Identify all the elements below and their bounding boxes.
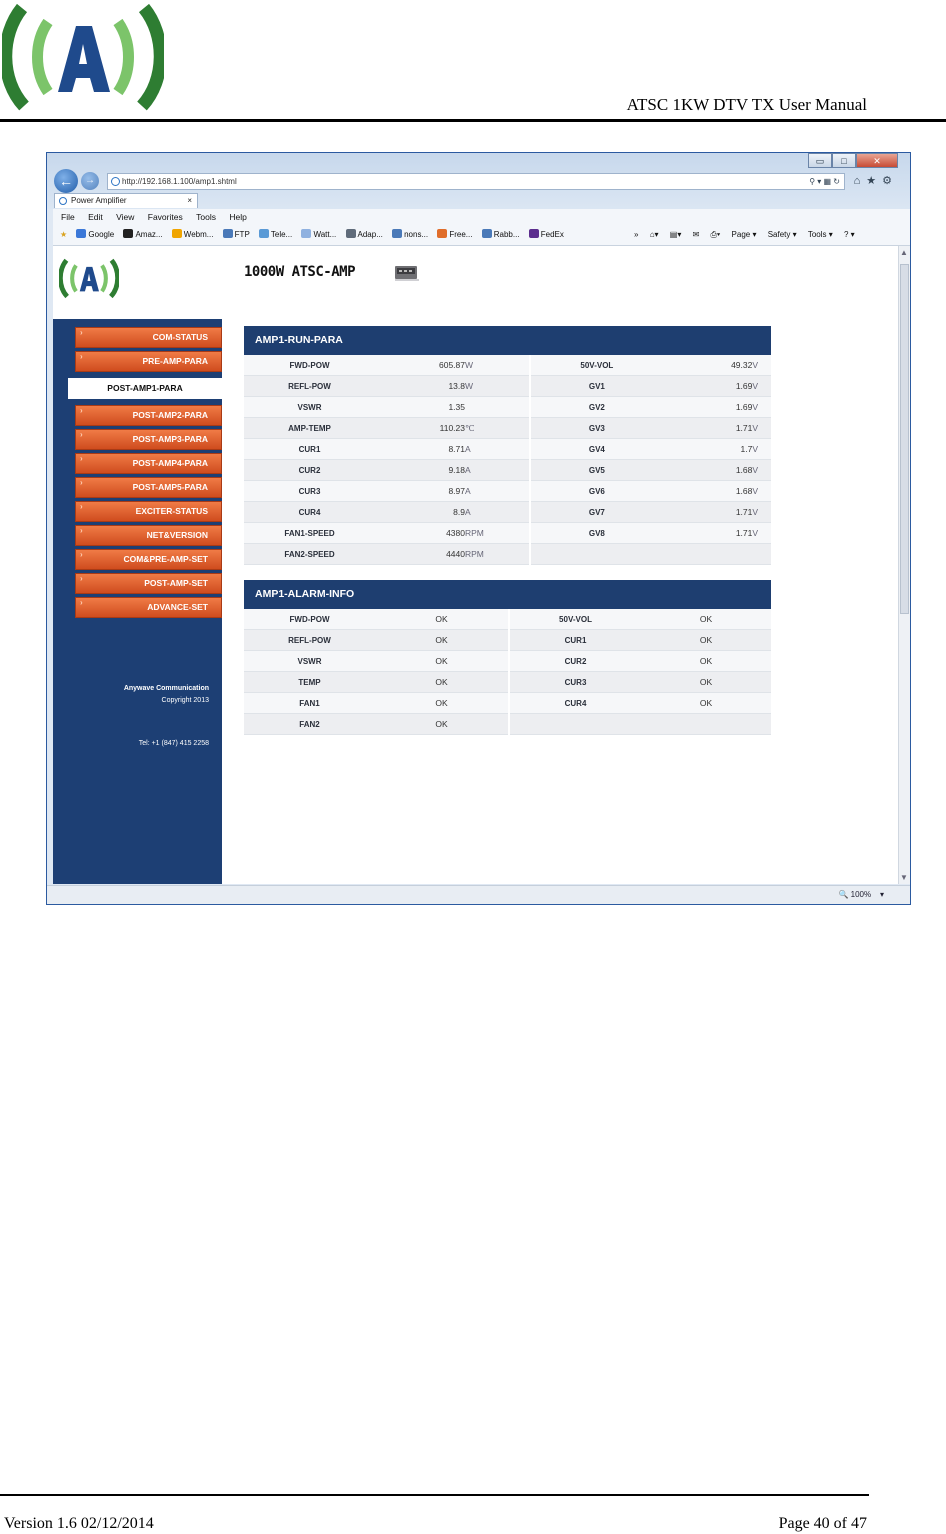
command-bar bbox=[625, 225, 855, 245]
print-icon[interactable]: ⎙▾ bbox=[710, 230, 721, 239]
alarm-status: OK bbox=[641, 609, 771, 630]
param-value: 8.71 bbox=[375, 439, 465, 460]
url-text: http://192.168.1.100/amp1.shtml bbox=[122, 177, 237, 186]
amp1-run-para-table bbox=[244, 326, 771, 565]
mail-icon[interactable]: ✉ bbox=[692, 230, 700, 239]
table-row bbox=[244, 502, 771, 523]
param-unit: W bbox=[465, 355, 530, 376]
param-unit bbox=[465, 397, 530, 418]
param-unit: V bbox=[752, 439, 771, 460]
alarm-status: OK bbox=[375, 693, 509, 714]
table-row bbox=[244, 418, 771, 439]
search-icon[interactable]: ⚲ ▾ ▦ ↻ bbox=[809, 177, 840, 186]
alarm-status: OK bbox=[641, 672, 771, 693]
browser-screenshot bbox=[46, 152, 911, 905]
table-row bbox=[244, 609, 771, 630]
param-value: 4380 bbox=[375, 523, 465, 544]
param-label: GV8 bbox=[530, 523, 662, 544]
param-unit: A bbox=[465, 502, 530, 523]
param-unit: W bbox=[465, 376, 530, 397]
copyright: Copyright 2013 bbox=[161, 697, 209, 704]
table-row bbox=[244, 439, 771, 460]
param-value: 1.68 bbox=[662, 460, 752, 481]
vertical-scrollbar[interactable] bbox=[898, 246, 910, 884]
alarm-label: FAN2 bbox=[244, 714, 375, 735]
param-unit: A bbox=[465, 481, 530, 502]
table-row bbox=[244, 630, 771, 651]
alarm-status: OK bbox=[375, 630, 509, 651]
param-label: GV1 bbox=[530, 376, 662, 397]
alarm-status: OK bbox=[375, 714, 509, 735]
param-value: 110.23 bbox=[375, 418, 465, 439]
company-name: Anywave Communication bbox=[123, 685, 209, 692]
alarm-label: VSWR bbox=[244, 651, 375, 672]
minimize-button[interactable]: ▭ bbox=[808, 153, 832, 168]
param-value: 605.87 bbox=[375, 355, 465, 376]
param-unit: A bbox=[465, 460, 530, 481]
feeds-icon[interactable]: ▤▾ bbox=[669, 230, 682, 239]
help-menu[interactable]: ? ▾ bbox=[844, 230, 855, 239]
param-unit: V bbox=[752, 376, 771, 397]
favorites-more-icon[interactable]: » bbox=[634, 230, 639, 239]
anywave-logo-small bbox=[59, 256, 119, 300]
param-label: 50V-VOL bbox=[530, 355, 662, 376]
tab-title: Power Amplifier bbox=[71, 196, 127, 205]
param-label: CUR1 bbox=[244, 439, 375, 460]
param-unit: RPM bbox=[465, 544, 530, 565]
alarm-label bbox=[509, 714, 641, 735]
param-label: GV5 bbox=[530, 460, 662, 481]
table-row bbox=[244, 523, 771, 544]
menu-edit[interactable]: Edit bbox=[88, 212, 103, 222]
menu-bar bbox=[53, 209, 910, 225]
nav-pre-amp-para[interactable]: › PRE-AMP-PARA bbox=[75, 351, 222, 372]
nav-com-status[interactable]: › COM-STATUS bbox=[75, 327, 222, 348]
alarm-label: FAN1 bbox=[244, 693, 375, 714]
company-info bbox=[124, 683, 209, 707]
nav-post-amp2-para[interactable]: › POST-AMP2-PARA bbox=[75, 405, 222, 426]
param-unit: V bbox=[752, 481, 771, 502]
param-value: 8.97 bbox=[375, 481, 465, 502]
fav-rabb[interactable]: Rabb... bbox=[482, 230, 520, 239]
menu-file[interactable]: File bbox=[61, 212, 75, 222]
param-value: 49.32 bbox=[662, 355, 752, 376]
menu-favorites[interactable]: Favorites bbox=[147, 212, 183, 222]
table-row bbox=[244, 714, 771, 735]
alarm-label: REFL-POW bbox=[244, 630, 375, 651]
alarm-label: CUR2 bbox=[509, 651, 641, 672]
alarm-label: CUR1 bbox=[509, 630, 641, 651]
home-star-gear-icons[interactable]: ⌂★⚙ bbox=[853, 175, 898, 187]
alarm-label: FWD-POW bbox=[244, 609, 375, 630]
table-row bbox=[244, 651, 771, 672]
param-unit: V bbox=[752, 460, 771, 481]
nav-post-amp4-para[interactable]: › POST-AMP4-PARA bbox=[75, 453, 222, 474]
param-value: 1.71 bbox=[662, 502, 752, 523]
table-row bbox=[244, 460, 771, 481]
fav-adap[interactable]: Adap... bbox=[346, 230, 383, 239]
param-unit bbox=[752, 544, 771, 565]
param-label: GV6 bbox=[530, 481, 662, 502]
favorites-star-icon[interactable]: ★ bbox=[60, 230, 68, 239]
nav-exciter-status[interactable]: › EXCITER-STATUS bbox=[75, 501, 222, 522]
footer-rule bbox=[0, 1494, 869, 1496]
manual-title: ATSC 1KW DTV TX User Manual bbox=[626, 95, 867, 114]
param-value: 1.7 bbox=[662, 439, 752, 460]
zoom-dropdown-icon[interactable]: ▾ bbox=[879, 890, 884, 899]
param-value: 1.71 bbox=[662, 418, 752, 439]
param-unit: V bbox=[752, 355, 771, 376]
param-label: REFL-POW bbox=[244, 376, 375, 397]
back-arrow-icon[interactable]: ← bbox=[54, 169, 78, 193]
param-unit: ℃ bbox=[465, 418, 530, 439]
param-label: GV7 bbox=[530, 502, 662, 523]
table-row bbox=[244, 397, 771, 418]
fav-tele[interactable]: Tele... bbox=[259, 230, 292, 239]
menu-tools[interactable]: Tools bbox=[196, 212, 216, 222]
param-unit: A bbox=[465, 439, 530, 460]
fav-amazon[interactable]: Amaz... bbox=[123, 230, 162, 239]
param-label: FWD-POW bbox=[244, 355, 375, 376]
table-row bbox=[244, 355, 771, 376]
run-para-title: AMP1-RUN-PARA bbox=[244, 326, 771, 355]
safety-menu[interactable]: Safety ▾ bbox=[767, 230, 797, 239]
menu-view[interactable]: View bbox=[116, 212, 135, 222]
fav-google[interactable]: Google bbox=[76, 230, 114, 239]
page-menu[interactable]: Page ▾ bbox=[731, 230, 757, 239]
fav-webmail[interactable]: Webm... bbox=[172, 230, 214, 239]
zoom-level: 100% bbox=[850, 890, 872, 899]
footer-page-number: Page 40 of 47 bbox=[778, 1515, 867, 1532]
fav-watt[interactable]: Watt... bbox=[301, 230, 336, 239]
fav-ftp[interactable]: FTP bbox=[223, 230, 250, 239]
fav-free[interactable]: Free... bbox=[437, 230, 472, 239]
alarm-status bbox=[641, 714, 771, 735]
param-label: CUR4 bbox=[244, 502, 375, 523]
ie-page-icon bbox=[111, 177, 120, 186]
page-heading: 1000W ATSC-AMP bbox=[244, 264, 356, 280]
alarm-label: CUR4 bbox=[509, 693, 641, 714]
fav-fedex[interactable]: FedEx bbox=[529, 230, 564, 239]
nav-net-version[interactable]: › NET&VERSION bbox=[75, 525, 222, 546]
alarm-label: 50V-VOL bbox=[509, 609, 641, 630]
alarm-label: TEMP bbox=[244, 672, 375, 693]
alarm-status: OK bbox=[641, 693, 771, 714]
fav-nons[interactable]: nons... bbox=[392, 230, 428, 239]
table-row bbox=[244, 672, 771, 693]
table-row bbox=[244, 693, 771, 714]
menu-help[interactable]: Help bbox=[229, 212, 247, 222]
param-label: FAN1-SPEED bbox=[244, 523, 375, 544]
param-value: 9.18 bbox=[375, 460, 465, 481]
nav-post-amp1-para[interactable]: POST-AMP1-PARA bbox=[68, 378, 222, 399]
close-window-button[interactable]: ✕ bbox=[856, 153, 898, 168]
nav-post-amp5-para[interactable]: › POST-AMP5-PARA bbox=[75, 477, 222, 498]
param-label: GV3 bbox=[530, 418, 662, 439]
forward-arrow-icon[interactable]: → bbox=[81, 172, 99, 190]
address-bar[interactable] bbox=[107, 173, 845, 190]
scroll-up-icon[interactable]: ▲ bbox=[900, 248, 908, 257]
home-icon[interactable]: ⌂▾ bbox=[649, 230, 659, 239]
sidebar bbox=[53, 246, 222, 884]
alarm-status: OK bbox=[375, 651, 509, 672]
alarm-info-title: AMP1-ALARM-INFO bbox=[244, 580, 771, 609]
param-value: 1.69 bbox=[662, 376, 752, 397]
status-bar bbox=[47, 885, 910, 905]
nav-post-amp3-para[interactable]: › POST-AMP3-PARA bbox=[75, 429, 222, 450]
alarm-label: CUR3 bbox=[509, 672, 641, 693]
footer-version: Version 1.6 02/12/2014 bbox=[4, 1515, 154, 1532]
param-label: GV2 bbox=[530, 397, 662, 418]
param-unit: V bbox=[752, 397, 771, 418]
table-row bbox=[244, 376, 771, 397]
param-label: CUR3 bbox=[244, 481, 375, 502]
header-rule bbox=[0, 119, 946, 122]
alarm-status: OK bbox=[375, 609, 509, 630]
param-value bbox=[662, 544, 752, 565]
scroll-down-icon[interactable]: ▼ bbox=[900, 873, 908, 882]
param-value: 1.69 bbox=[662, 397, 752, 418]
param-label: VSWR bbox=[244, 397, 375, 418]
param-value: 1.71 bbox=[662, 523, 752, 544]
page-content bbox=[53, 246, 898, 884]
tab-close-icon[interactable]: × bbox=[187, 196, 192, 205]
param-unit: V bbox=[752, 523, 771, 544]
zoom-control[interactable]: 🔍 100% ▾ bbox=[838, 890, 884, 899]
tab-power-amplifier[interactable] bbox=[54, 193, 198, 208]
param-label: FAN2-SPEED bbox=[244, 544, 375, 565]
param-value: 1.68 bbox=[662, 481, 752, 502]
param-label: AMP-TEMP bbox=[244, 418, 375, 439]
alarm-status: OK bbox=[641, 630, 771, 651]
scroll-thumb[interactable] bbox=[900, 264, 909, 614]
param-value: 8.9 bbox=[375, 502, 465, 523]
param-value: 1.35 bbox=[375, 397, 465, 418]
param-unit: V bbox=[752, 502, 771, 523]
window-controls bbox=[808, 153, 898, 171]
ie-tab-icon bbox=[59, 197, 67, 205]
param-label: CUR2 bbox=[244, 460, 375, 481]
maximize-button[interactable]: □ bbox=[832, 153, 856, 168]
sidebar-logo-area bbox=[53, 246, 222, 319]
table-row bbox=[244, 481, 771, 502]
nav-com-pre-amp-set[interactable]: › COM&PRE-AMP-SET bbox=[75, 549, 222, 570]
nav-advance-set[interactable]: › ADVANCE-SET bbox=[75, 597, 222, 618]
param-label bbox=[530, 544, 662, 565]
amp1-alarm-info-table bbox=[244, 580, 771, 735]
browser-chrome bbox=[47, 153, 910, 209]
phone-number: Tel: +1 (847) 415 2258 bbox=[138, 740, 209, 747]
alarm-status: OK bbox=[641, 651, 771, 672]
tools-menu[interactable]: Tools ▾ bbox=[807, 230, 833, 239]
param-unit: V bbox=[752, 418, 771, 439]
table-row bbox=[244, 544, 771, 565]
anywave-logo bbox=[2, 0, 164, 112]
nav-post-amp-set[interactable]: › POST-AMP-SET bbox=[75, 573, 222, 594]
param-value: 4440 bbox=[375, 544, 465, 565]
alarm-status: OK bbox=[375, 672, 509, 693]
amplifier-device-icon bbox=[393, 263, 421, 282]
param-unit: RPM bbox=[465, 523, 530, 544]
param-label: GV4 bbox=[530, 439, 662, 460]
param-value: 13.8 bbox=[375, 376, 465, 397]
